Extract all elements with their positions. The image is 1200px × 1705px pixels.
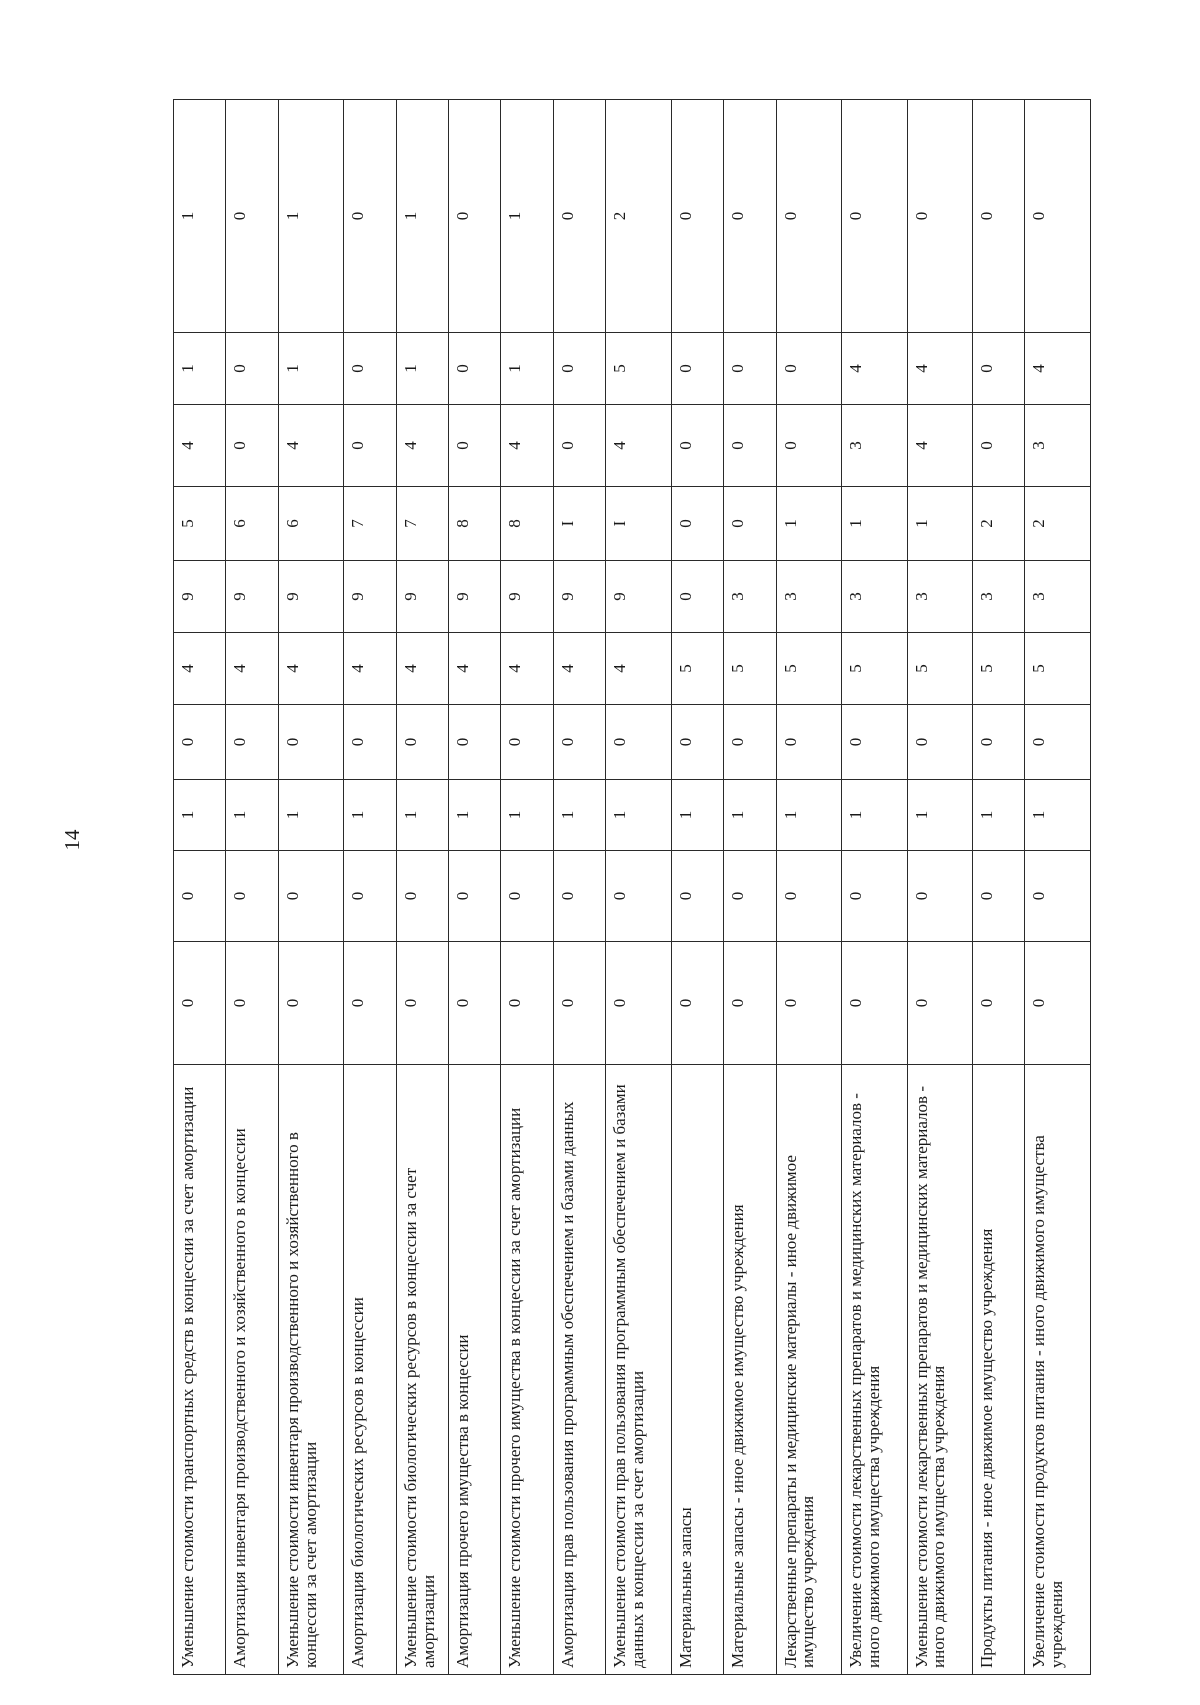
table-row [344, 100, 396, 1675]
code-digit-cell: 1 [907, 487, 973, 561]
code-digit-cell: 0 [344, 405, 396, 487]
code-digit-cell: 4 [606, 633, 672, 705]
code-digit-cell: 0 [278, 705, 344, 780]
code-digit-cell: 0 [724, 100, 776, 333]
code-digit-cell: 0 [449, 705, 501, 780]
account-name-cell: Увеличение стоимости лекарственных препаратов и медицинских материалов - иного движимого имущества учреждения [842, 1065, 908, 1675]
code-digit-cell: 0 [671, 333, 723, 405]
code-digit-cell: 0 [174, 851, 226, 942]
table-row [501, 100, 553, 1675]
code-digit-cell: 0 [776, 942, 842, 1065]
code-digit-cell: 4 [501, 633, 553, 705]
code-digit-cell: 0 [907, 100, 973, 333]
code-digit-cell: 0 [449, 100, 501, 333]
code-digit-cell: 5 [842, 633, 908, 705]
code-digit-cell: 9 [174, 561, 226, 633]
code-digit-cell: 0 [278, 942, 344, 1065]
code-digit-cell: 0 [907, 942, 973, 1065]
code-digit-cell: 1 [174, 780, 226, 851]
code-digit-cell: 5 [671, 633, 723, 705]
code-digit-cell: 9 [344, 561, 396, 633]
account-name-cell: Амортизация прочего имущества в концессии [449, 1065, 501, 1675]
code-digit-cell: 4 [396, 405, 448, 487]
code-digit-cell: 0 [1025, 705, 1091, 780]
code-digit-cell: 0 [553, 100, 605, 333]
code-digit-cell: 0 [671, 851, 723, 942]
code-digit-cell: 4 [1025, 333, 1091, 405]
code-digit-cell: 8 [449, 487, 501, 561]
code-digit-cell: 0 [671, 705, 723, 780]
code-digit-cell: 0 [724, 405, 776, 487]
code-digit-cell: 4 [174, 633, 226, 705]
code-digit-cell: 0 [344, 942, 396, 1065]
code-digit-cell: 0 [553, 705, 605, 780]
code-digit-cell: 0 [724, 851, 776, 942]
code-digit-cell: 1 [501, 333, 553, 405]
code-digit-cell: 0 [344, 333, 396, 405]
code-digit-cell: 0 [226, 851, 278, 942]
account-name-cell: Материальные запасы - иное движимое имущество учреждения [724, 1065, 776, 1675]
code-digit-cell: 3 [842, 405, 908, 487]
code-digit-cell: 0 [776, 405, 842, 487]
code-digit-cell: 0 [1025, 851, 1091, 942]
code-digit-cell: 7 [396, 487, 448, 561]
code-digit-cell: 0 [344, 705, 396, 780]
account-name-cell: Лекарственные препараты и медицинские материалы - иное движимое имущество учреждения [776, 1065, 842, 1675]
code-digit-cell: 3 [724, 561, 776, 633]
table-row [449, 100, 501, 1675]
code-digit-cell: 0 [449, 851, 501, 942]
table-row [776, 100, 842, 1675]
code-digit-cell: 0 [671, 487, 723, 561]
code-digit-cell: 3 [973, 561, 1025, 633]
table-row [278, 100, 344, 1675]
code-digit-cell: 1 [226, 780, 278, 851]
code-digit-cell: 9 [501, 561, 553, 633]
table-row [396, 100, 448, 1675]
code-digit-cell: 2 [1025, 487, 1091, 561]
code-digit-cell: 0 [344, 851, 396, 942]
code-digit-cell: 0 [278, 851, 344, 942]
code-digit-cell: 1 [278, 100, 344, 333]
code-digit-cell: 0 [724, 942, 776, 1065]
accounts-table [173, 99, 1091, 1675]
code-digit-cell: 6 [278, 487, 344, 561]
code-digit-cell: 0 [1025, 100, 1091, 333]
code-digit-cell: 0 [449, 333, 501, 405]
code-digit-cell: 3 [842, 561, 908, 633]
code-digit-cell: 4 [396, 633, 448, 705]
table-row [606, 100, 672, 1675]
code-digit-cell: 4 [174, 405, 226, 487]
code-digit-cell: 6 [226, 487, 278, 561]
code-digit-cell: 0 [553, 333, 605, 405]
page-number: 14 [59, 829, 84, 851]
code-digit-cell: 0 [344, 100, 396, 333]
code-digit-cell: 2 [606, 100, 672, 333]
code-digit-cell: 4 [842, 333, 908, 405]
code-digit-cell: 0 [842, 705, 908, 780]
code-digit-cell: 0 [671, 405, 723, 487]
code-digit-cell: 5 [174, 487, 226, 561]
code-digit-cell: 9 [396, 561, 448, 633]
code-digit-cell: 0 [776, 851, 842, 942]
table-row [907, 100, 973, 1675]
code-digit-cell: 9 [278, 561, 344, 633]
code-digit-cell: 1 [973, 780, 1025, 851]
code-digit-cell: 0 [396, 851, 448, 942]
account-name-cell: Уменьшение стоимости прав пользования программным обеспечением и базами данных в концессии за счет амортизации [606, 1065, 672, 1675]
code-digit-cell: 0 [226, 942, 278, 1065]
code-digit-cell: 9 [449, 561, 501, 633]
code-digit-cell: 0 [973, 405, 1025, 487]
account-name-cell: Уменьшение стоимости лекарственных препаратов и медицинских материалов - иного движимого имущества учреждения [907, 1065, 973, 1675]
code-digit-cell: 8 [501, 487, 553, 561]
code-digit-cell: 0 [973, 705, 1025, 780]
account-name-cell: Амортизация биологических ресурсов в концессии [344, 1065, 396, 1675]
code-digit-cell: 9 [606, 561, 672, 633]
table-row [671, 100, 723, 1675]
code-digit-cell: 0 [553, 942, 605, 1065]
code-digit-cell: 0 [724, 487, 776, 561]
account-name-cell: Продукты питания - иное движимое имущество учреждения [973, 1065, 1025, 1675]
code-digit-cell: 0 [973, 100, 1025, 333]
account-name-cell: Амортизация прав пользования программным обеспечением и базами данных [553, 1065, 605, 1675]
code-digit-cell: 4 [553, 633, 605, 705]
code-digit-cell: 5 [606, 333, 672, 405]
code-digit-cell: 9 [226, 561, 278, 633]
code-digit-cell: 1 [174, 333, 226, 405]
code-digit-cell: 0 [907, 705, 973, 780]
code-digit-cell: 1 [671, 780, 723, 851]
code-digit-cell: 0 [449, 942, 501, 1065]
code-digit-cell: 1 [396, 100, 448, 333]
code-digit-cell: 0 [553, 851, 605, 942]
code-digit-cell: 1 [776, 487, 842, 561]
code-digit-cell: 0 [396, 942, 448, 1065]
code-digit-cell: 0 [174, 942, 226, 1065]
code-digit-cell: 0 [842, 942, 908, 1065]
code-digit-cell: 0 [1025, 942, 1091, 1065]
code-digit-cell: 0 [907, 851, 973, 942]
code-digit-cell: 0 [501, 851, 553, 942]
code-digit-cell: 1 [606, 780, 672, 851]
code-digit-cell: 5 [1025, 633, 1091, 705]
code-digit-cell: 5 [907, 633, 973, 705]
code-digit-cell: 0 [973, 851, 1025, 942]
code-digit-cell: 1 [278, 333, 344, 405]
code-digit-cell: 0 [501, 705, 553, 780]
code-digit-cell: 0 [671, 942, 723, 1065]
code-digit-cell: 0 [501, 942, 553, 1065]
code-digit-cell: 0 [606, 851, 672, 942]
account-name-cell: Увеличение стоимости продуктов питания - иного движимого имущества учреждения [1025, 1065, 1091, 1675]
account-name-cell: Уменьшение стоимости биологических ресурсов в концессии за счет амортизации [396, 1065, 448, 1675]
code-digit-cell: 4 [606, 405, 672, 487]
code-digit-cell: 5 [776, 633, 842, 705]
code-digit-cell: 0 [671, 561, 723, 633]
code-digit-cell: 1 [842, 780, 908, 851]
code-digit-cell: 4 [278, 633, 344, 705]
code-digit-cell: 5 [724, 633, 776, 705]
code-digit-cell: 1 [501, 780, 553, 851]
code-digit-cell: 3 [1025, 561, 1091, 633]
code-digit-cell: 0 [776, 100, 842, 333]
code-digit-cell: 1 [724, 780, 776, 851]
code-digit-cell: 0 [606, 942, 672, 1065]
code-digit-cell: 4 [449, 633, 501, 705]
code-digit-cell: 1 [842, 487, 908, 561]
code-digit-cell: 0 [776, 705, 842, 780]
code-digit-cell: 0 [449, 405, 501, 487]
code-digit-cell: 0 [174, 705, 226, 780]
code-digit-cell: 0 [606, 705, 672, 780]
code-digit-cell: 0 [226, 333, 278, 405]
code-digit-cell: 0 [226, 100, 278, 333]
code-digit-cell: 1 [344, 780, 396, 851]
code-digit-cell: 1 [278, 780, 344, 851]
code-digit-cell: 3 [1025, 405, 1091, 487]
table-row [553, 100, 605, 1675]
code-digit-cell: 4 [501, 405, 553, 487]
code-digit-cell: 1 [174, 100, 226, 333]
code-digit-cell: 4 [907, 333, 973, 405]
code-digit-cell: 0 [973, 942, 1025, 1065]
code-digit-cell: 1 [907, 780, 973, 851]
code-digit-cell: 0 [226, 405, 278, 487]
account-name-cell: Уменьшение стоимости прочего имущества в концессии за счет амортизации [501, 1065, 553, 1675]
code-digit-cell: 1 [501, 100, 553, 333]
code-digit-cell: 0 [973, 333, 1025, 405]
table-row [1025, 100, 1091, 1675]
code-digit-cell: 3 [907, 561, 973, 633]
code-digit-cell: 3 [776, 561, 842, 633]
code-digit-cell: 4 [907, 405, 973, 487]
code-digit-cell: 0 [776, 333, 842, 405]
code-digit-cell: 1 [1025, 780, 1091, 851]
table-row [973, 100, 1025, 1675]
code-digit-cell: I [606, 487, 672, 561]
code-digit-cell: 1 [449, 780, 501, 851]
table-row [724, 100, 776, 1675]
code-digit-cell: 4 [226, 633, 278, 705]
code-digit-cell: 0 [842, 851, 908, 942]
code-digit-cell: 1 [396, 333, 448, 405]
table-row [174, 100, 226, 1675]
account-name-cell: Амортизация инвентаря производственного и хозяйственного в концессии [226, 1065, 278, 1675]
code-digit-cell: I [553, 487, 605, 561]
code-digit-cell: 9 [553, 561, 605, 633]
code-digit-cell: 7 [344, 487, 396, 561]
account-name-cell: Уменьшение стоимости инвентаря производственного и хозяйственного в концессии за счет амортизации [278, 1065, 344, 1675]
code-digit-cell: 4 [344, 633, 396, 705]
code-digit-cell: 0 [553, 405, 605, 487]
code-digit-cell: 1 [776, 780, 842, 851]
account-name-cell: Материальные запасы [671, 1065, 723, 1675]
code-digit-cell: 0 [671, 100, 723, 333]
code-digit-cell: 1 [396, 780, 448, 851]
table-row [842, 100, 908, 1675]
account-name-cell: Уменьшение стоимости транспортных средств в концессии за счет амортизации [174, 1065, 226, 1675]
table-container [173, 100, 1091, 1675]
code-digit-cell: 1 [553, 780, 605, 851]
code-digit-cell: 0 [724, 333, 776, 405]
table-row [226, 100, 278, 1675]
code-digit-cell: 0 [396, 705, 448, 780]
code-digit-cell: 0 [724, 705, 776, 780]
code-digit-cell: 2 [973, 487, 1025, 561]
code-digit-cell: 0 [842, 100, 908, 333]
code-digit-cell: 4 [278, 405, 344, 487]
code-digit-cell: 5 [973, 633, 1025, 705]
code-digit-cell: 0 [226, 705, 278, 780]
